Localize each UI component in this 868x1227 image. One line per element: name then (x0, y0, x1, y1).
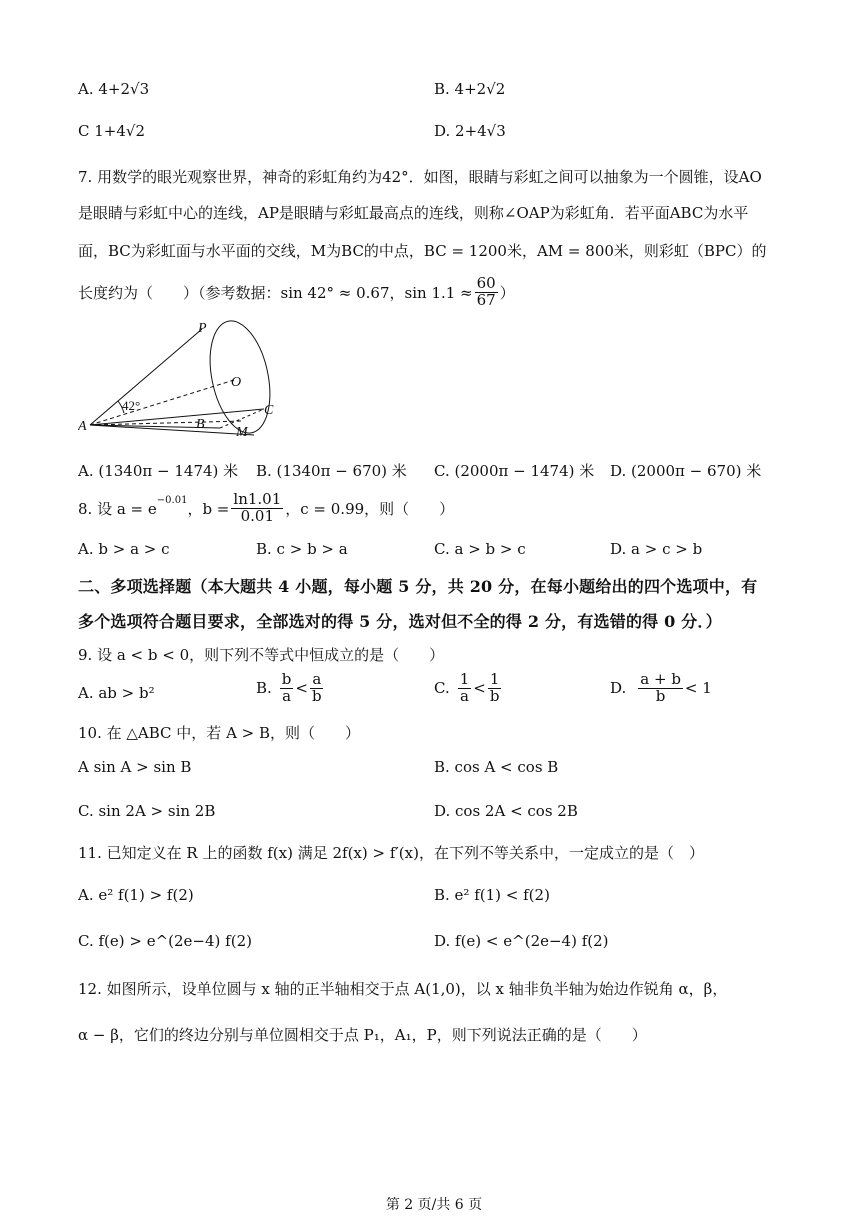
q9-d-post: < 1 (684, 679, 712, 698)
label-c: C (264, 403, 274, 418)
q8-fraction-denominator: 0.01 (240, 506, 275, 525)
q9-c-num-1: 1 (459, 670, 470, 688)
q11-stem: 11. 已知定义在 R 上的函数 f(x) 满足 2f(x) > f′(x)，在下列不等关系中，一定成立的是（ ） (78, 844, 704, 862)
q7-line-3: 面，BC为彩虹面与水平面的交线，M为BC的中点，BC = 1200米，AM = 800米，则彩虹（BPC）的 (78, 242, 767, 260)
q9-b-num-1: b (281, 670, 292, 688)
q7-line-2: 是眼睛与彩虹中心的连线，AP是眼睛与彩虹最高点的连线，则称∠OAP为彩虹角．若平面ABC为水平 (78, 204, 749, 222)
label-b: B (196, 417, 205, 432)
q7-line-1: 7. 用数学的眼光观察世界，神奇的彩虹角约为42°．如图，眼睛与彩虹之间可以抽象为一个圆锥，设AO (78, 168, 762, 186)
q9-b-fraction-1 (280, 672, 294, 705)
q8-option-a: A. b > a > c (78, 540, 170, 558)
q9-stem: 9. 设 a < b < 0，则下列不等式中恒成立的是（ ） (78, 646, 445, 664)
q10-option-a: A sin A > sin B (78, 758, 192, 776)
q7-fraction-numerator: 60 (476, 274, 496, 292)
q8-stem-b: ，b = (187, 499, 230, 518)
label-m: M (236, 425, 248, 440)
q9-d-fraction (638, 672, 683, 705)
q9-b-den-2: b (311, 686, 322, 705)
q9-option-a: A. ab > b² (78, 684, 155, 702)
q9-option-c (434, 672, 503, 705)
q7-option-a: A. (1340π − 1474) 米 (78, 462, 239, 480)
q7-line-4-text: 长度约为（ ）（参考数据：sin 42° ≈ 0.67，sin 1.1 ≈ (78, 283, 473, 302)
line-ap (90, 329, 202, 425)
q9-c-fraction-2 (488, 672, 502, 705)
section-2-heading-line-1: 二、多项选择题（本大题共 4 小题，每小题 5 分，共 20 分，在每小题给出的四个选项中，有 (78, 577, 758, 596)
q9-b-num-2: a (312, 670, 322, 688)
q9-c-den-2: b (489, 686, 500, 705)
q10-stem: 10. 在 △ABC 中，若 A > B，则（ ） (78, 724, 361, 742)
q10-option-c: C. sin 2A > sin 2B (78, 802, 216, 820)
q9-c-operator: < (473, 679, 486, 698)
q8-stem (78, 492, 454, 525)
q11-option-d: D. f(e) < e^(2e−4) f(2) (434, 932, 609, 950)
q8-exponent: −0.01 (156, 494, 188, 506)
q9-option-c-label: C. (434, 679, 450, 698)
q7-option-c: C. (2000π − 1474) 米 (434, 462, 595, 480)
q9-option-d-label: D. (610, 679, 627, 698)
section-2-heading-line-2: 多个选项符合题目要求，全部选对的得 5 分，选对但不全的得 2 分，有选错的得 0 分．） (78, 612, 722, 631)
q7-fraction-denominator: 67 (476, 290, 496, 309)
q6-option-d: D. 2+4√3 (434, 122, 506, 140)
q9-option-d (610, 672, 712, 705)
q12-line-2: α − β，它们的终边分别与单位圆相交于点 P₁，A₁，P，则下列说法正确的是（ ） (78, 1026, 647, 1044)
q12-line-1: 12. 如图所示，设单位圆与 x 轴的正半轴相交于点 A(1,0)，以 x 轴非负半轴为始边作锐角 α，β， (78, 980, 728, 998)
page-footer: 第 2 页/共 6 页 (385, 1197, 483, 1213)
q7-option-d: D. (2000π − 670) 米 (610, 462, 762, 480)
q6-option-a: A. 4+2√3 (78, 80, 150, 98)
q10-option-b: B. cos A < cos B (434, 758, 559, 776)
q6-option-b: B. 4+2√2 (434, 80, 506, 98)
q8-option-d: D. a > c > b (610, 540, 703, 558)
q9-c-den-1: a (460, 686, 469, 705)
q7-line-4-close: ） (499, 283, 515, 302)
q10-option-d: D. cos 2A < cos 2B (434, 802, 578, 820)
q9-d-den: b (655, 686, 666, 705)
q9-b-den-1: a (282, 686, 292, 705)
q9-option-b (256, 672, 326, 705)
q11-option-b: B. e² f(1) < f(2) (434, 886, 550, 904)
q9-c-num-2: 1 (489, 670, 500, 688)
label-angle: 42° (122, 398, 141, 413)
q8-fraction (231, 492, 283, 525)
q7-option-b: B. (1340π − 670) 米 (256, 462, 407, 480)
q8-stem-a: 8. 设 a = e (78, 499, 157, 518)
q11-option-c: C. f(e) > e^(2e−4) f(2) (78, 932, 252, 950)
q7-line-4 (78, 276, 515, 309)
label-p: P (198, 321, 207, 336)
label-o: O (231, 375, 242, 390)
q8-option-b: B. c > b > a (256, 540, 348, 558)
q11-option-a: A. e² f(1) > f(2) (78, 886, 194, 904)
q9-d-num: a + b (640, 670, 681, 688)
cone-figure (78, 318, 298, 448)
q9-b-fraction-2 (310, 672, 324, 705)
q8-stem-c: ，c = 0.99，则（ ） (285, 499, 455, 518)
q8-fraction-numerator: ln1.01 (233, 490, 282, 508)
q6-option-c: C 1+4√2 (78, 122, 146, 140)
q9-b-operator: < (295, 679, 308, 698)
q9-option-b-label: B. (256, 679, 272, 698)
label-a: A (78, 419, 87, 434)
q9-c-fraction-1 (458, 672, 472, 705)
q7-fraction (475, 276, 498, 309)
q8-option-c: C. a > b > c (434, 540, 526, 558)
